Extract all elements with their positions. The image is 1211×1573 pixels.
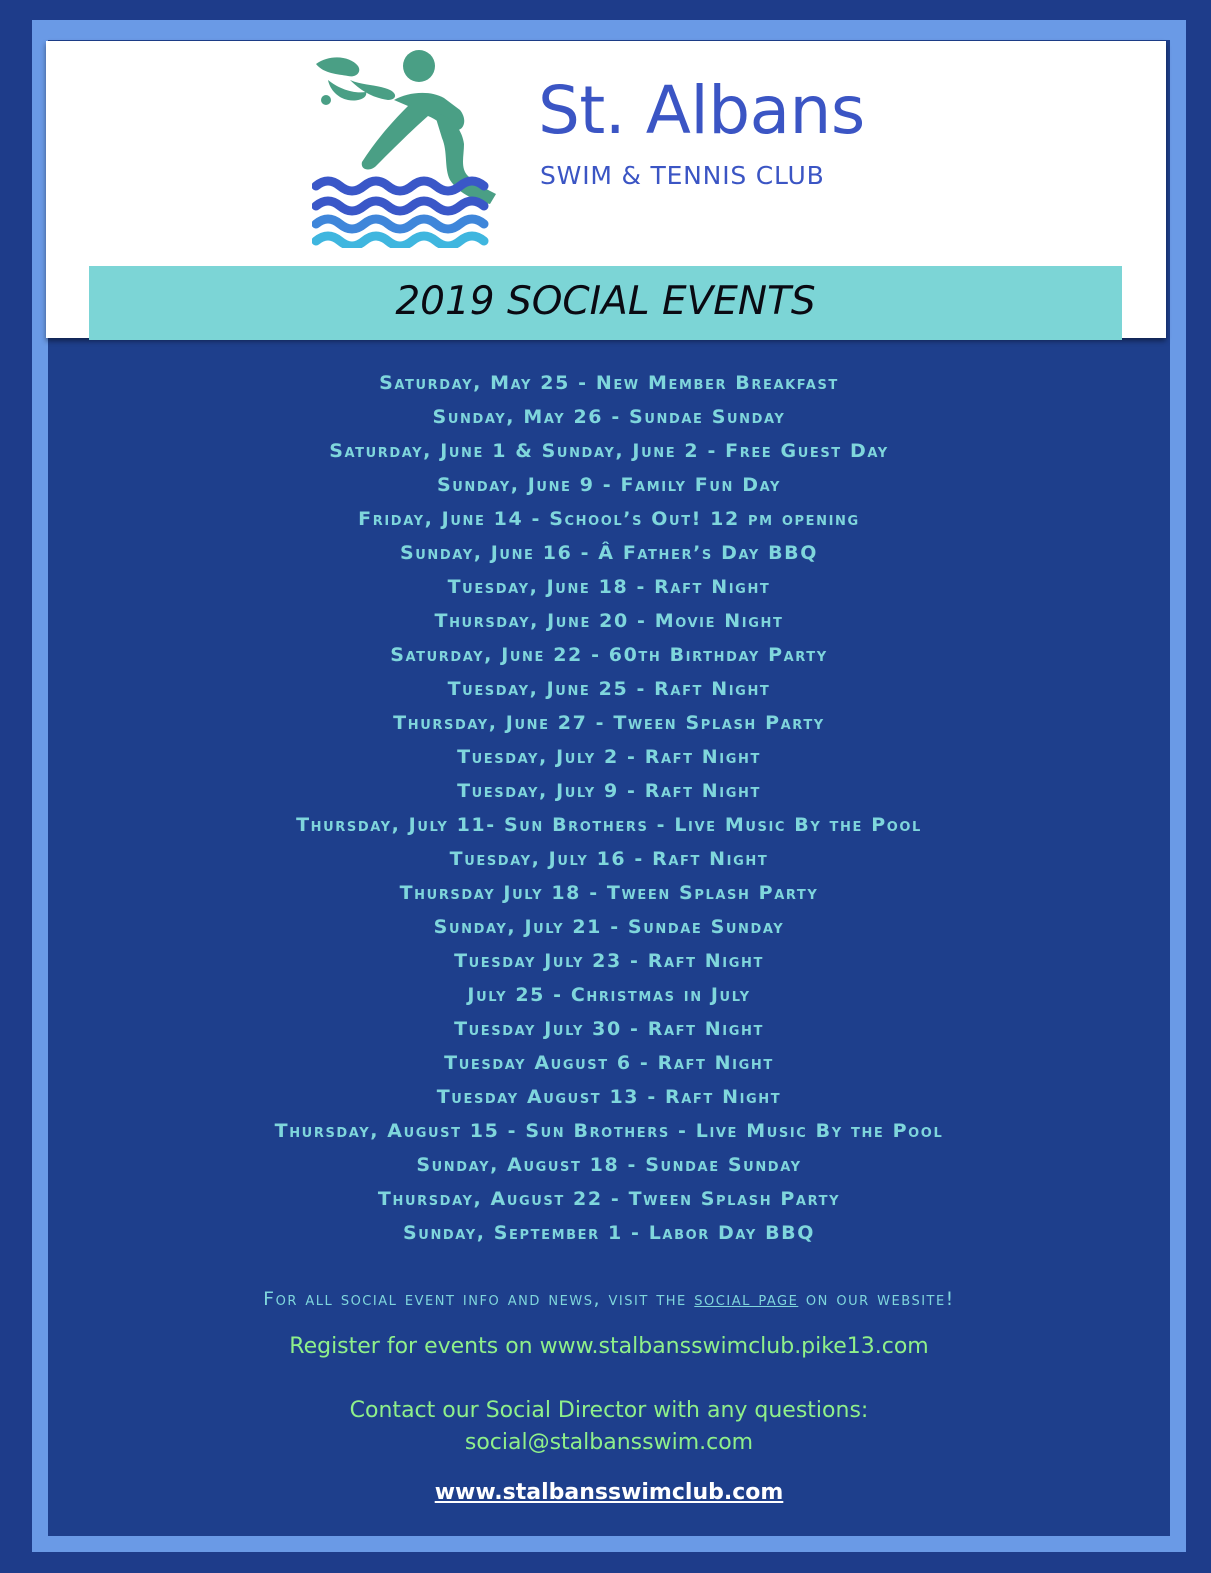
list-item: Thursday July 18 - Tween Splash Party — [399, 882, 819, 904]
social-page-link[interactable]: social page — [694, 1288, 799, 1310]
list-item: Saturday, May 25 - New Member Breakfast — [379, 372, 839, 394]
list-item: Sunday, September 1 - Labor Day BBQ — [403, 1222, 815, 1244]
contact-line: Contact our Social Director with any questions: — [349, 1398, 869, 1423]
info-text-after: on our website! — [798, 1288, 955, 1310]
list-item: Tuesday, June 18 - Raft Night — [447, 576, 771, 598]
list-item: Sunday, August 18 - Sundae Sunday — [416, 1154, 802, 1176]
list-item: Tuesday August 6 - Raft Night — [444, 1052, 774, 1074]
list-item: Tuesday, July 9 - Raft Night — [457, 780, 761, 802]
list-item: Tuesday, July 2 - Raft Night — [457, 746, 761, 768]
website-link[interactable]: www.stalbansswimclub.com — [434, 1480, 784, 1505]
list-item: Sunday, June 16 - Â Father’s Day BBQ — [399, 542, 819, 564]
contact-email: social@stalbansswim.com — [464, 1430, 754, 1455]
list-item: Thursday, June 27 - Tween Splash Party — [393, 712, 825, 734]
event-list — [48, 366, 1170, 1250]
register-line: Register for events on www.stalbansswimclub.pike13.com — [289, 1334, 929, 1359]
list-item: Sunday, July 21 - Sundae Sunday — [433, 916, 785, 938]
list-item: Thursday, June 20 - Movie Night — [434, 610, 784, 632]
info-line — [48, 1288, 1170, 1310]
list-item: Saturday, June 1 & Sunday, June 2 - Free Guest Day — [329, 440, 889, 462]
list-item: Saturday, June 22 - 60th Birthday Party — [390, 644, 828, 666]
swimmer-tennis-logo-icon — [312, 44, 502, 248]
list-item: Tuesday August 13 - Raft Night — [436, 1086, 782, 1108]
list-item: Tuesday, July 16 - Raft Night — [449, 848, 769, 870]
title-band — [89, 266, 1122, 340]
list-item: Sunday, May 26 - Sundae Sunday — [432, 406, 786, 428]
list-item: July 25 - Christmas in July — [467, 984, 751, 1006]
list-item: Tuesday July 30 - Raft Night — [454, 1018, 764, 1040]
list-item: Tuesday, June 25 - Raft Night — [447, 678, 771, 700]
brand-name: St. Albans — [538, 72, 865, 149]
list-item: Thursday, July 11- Sun Brothers - Live Music By the Pool — [296, 814, 922, 836]
list-item: Sunday, June 9 - Family Fun Day — [436, 474, 782, 496]
list-item: Thursday, August 22 - Tween Splash Party — [377, 1188, 841, 1210]
info-text-before: For all social event info and news, visit the — [263, 1288, 695, 1310]
page-title: 2019 SOCIAL EVENTS — [395, 279, 816, 324]
brand-tagline: SWIM & TENNIS CLUB — [540, 161, 825, 190]
list-item: Tuesday July 23 - Raft Night — [454, 950, 764, 972]
list-item: Friday, June 14 - School’s Out! 12 pm opening — [358, 508, 860, 530]
list-item: Thursday, August 15 - Sun Brothers - Live Music By the Pool — [274, 1120, 944, 1142]
